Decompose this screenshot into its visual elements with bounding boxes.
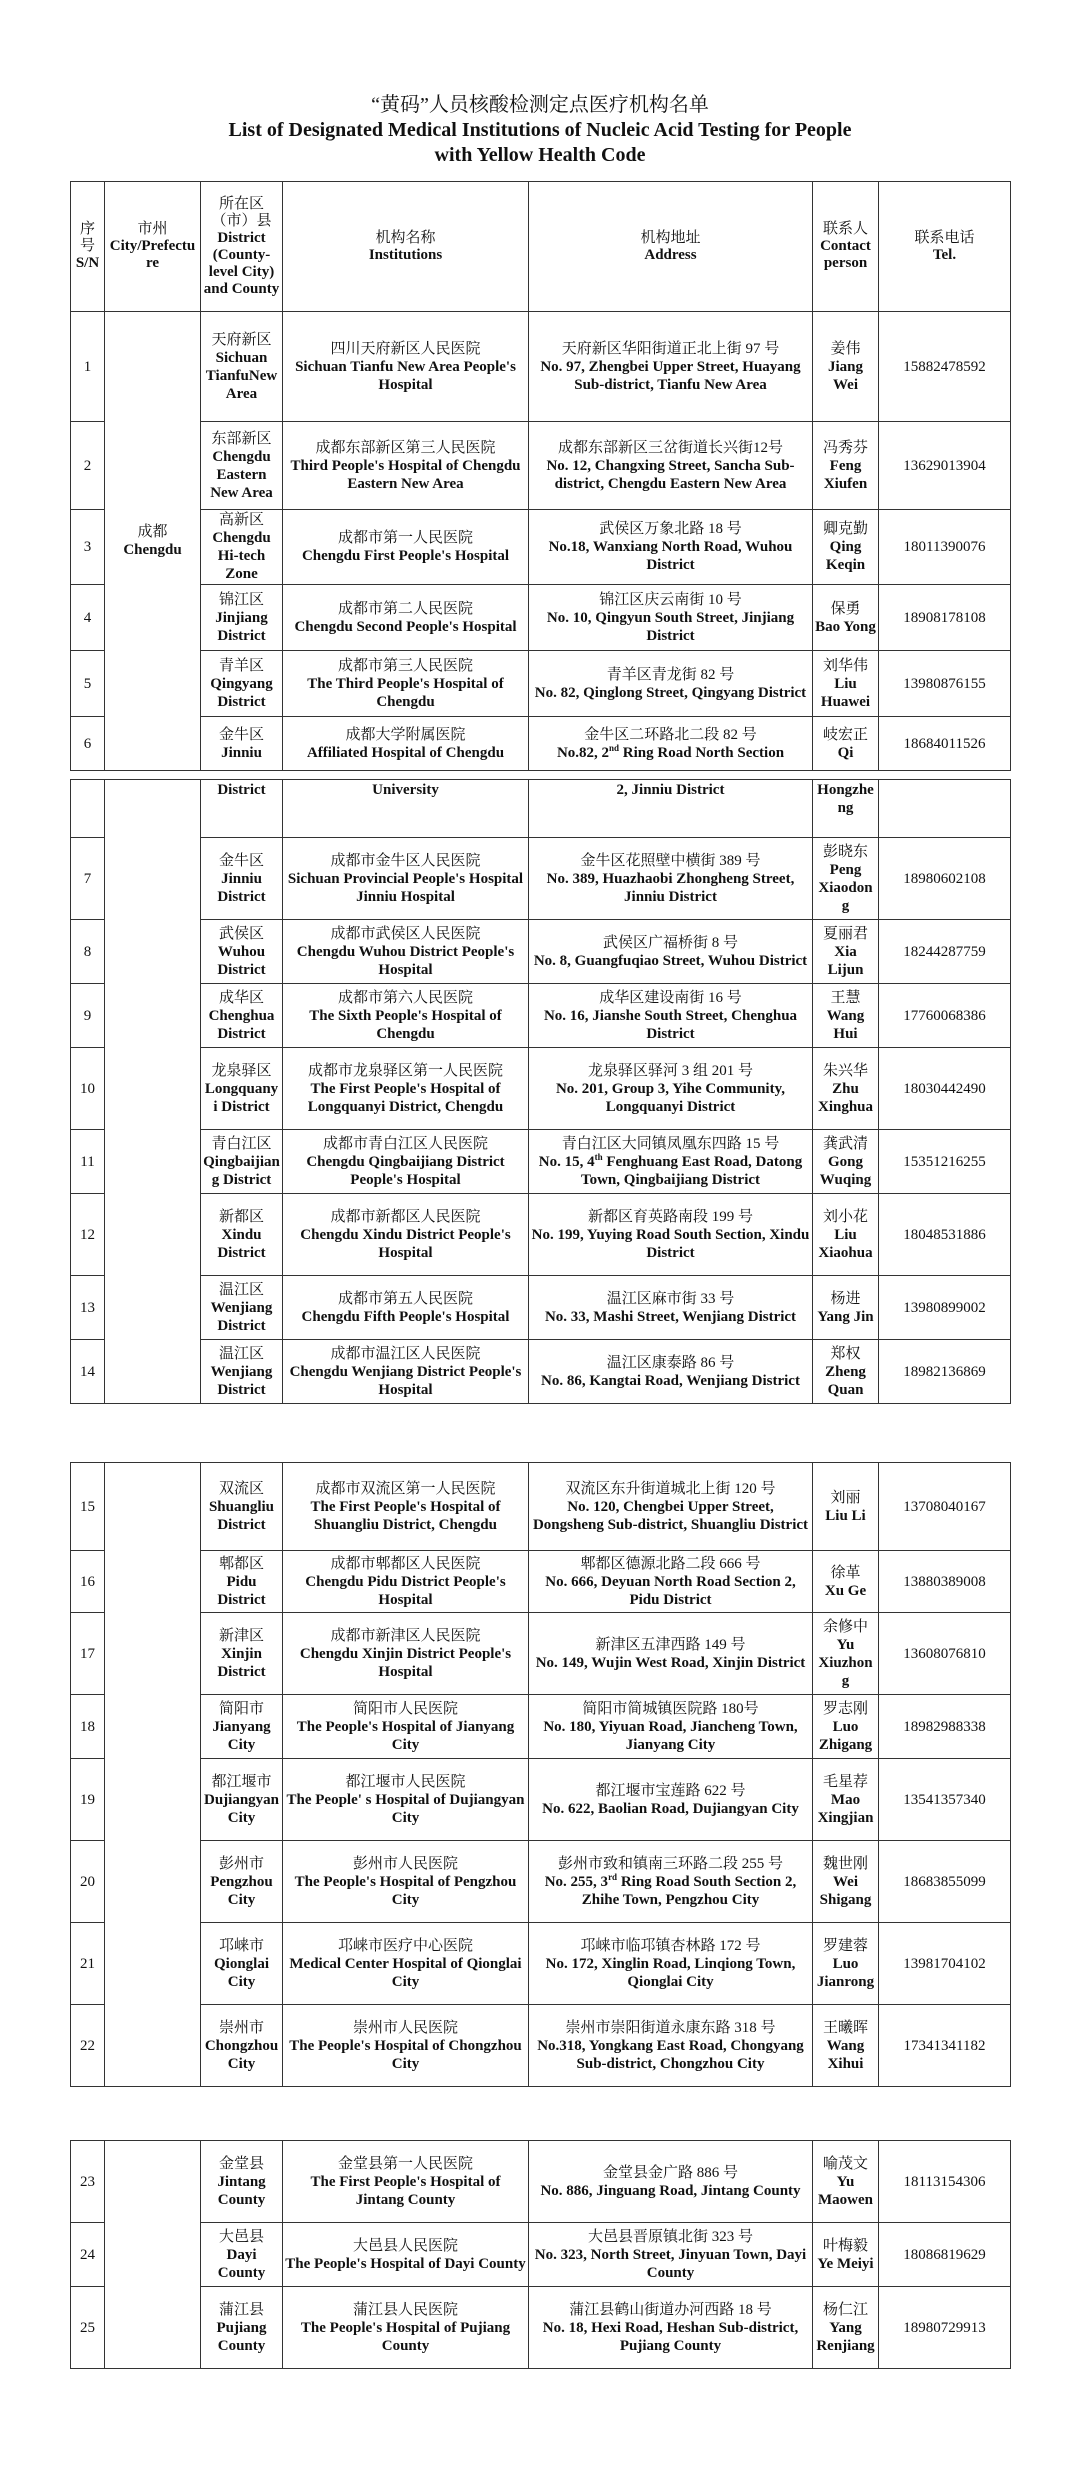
row-phone: 15351216255 xyxy=(879,1130,1011,1194)
row-contact: 王慧 Wang Hui xyxy=(813,984,879,1048)
row-institution: 成都市青白江区人民医院 Chengdu Qingbaijiang District People's Hospital xyxy=(283,1130,529,1194)
row-contact: 徐革 Xu Ge xyxy=(813,1551,879,1613)
row-district: 大邑县 Dayi County xyxy=(201,2223,283,2287)
row-contact: 龚武清 Gong Wuqing xyxy=(813,1130,879,1194)
row-contact: 彭晓东 Peng Xiaodong xyxy=(813,838,879,920)
row-institution: 蒲江县人民医院 The People's Hospital of Pujiang County xyxy=(283,2287,529,2369)
row-phone: 18011390076 xyxy=(879,510,1011,585)
row-contact: 余修中 Yu Xiuzhong xyxy=(813,1613,879,1695)
row-district: 双流区 Shuangliu District xyxy=(201,1463,283,1551)
row-contact: 罗建蓉 Luo Jianrong xyxy=(813,1923,879,2005)
row-address: 新津区五津西路 149 号 No. 149, Wujin West Road, Xinjin District xyxy=(529,1613,813,1695)
title-chinese: “黄码”人员核酸检测定点医疗机构名单 xyxy=(371,94,709,116)
row-sn: 11 xyxy=(71,1130,105,1194)
row-contact: 郑权 Zheng Quan xyxy=(813,1340,879,1404)
table-row xyxy=(71,2005,1011,2087)
row-contact: 刘华伟 Liu Huawei xyxy=(813,651,879,717)
city-cell: 成都 Chengdu xyxy=(105,312,201,771)
row-phone: 13541357340 xyxy=(879,1759,1011,1841)
row-contact: 叶梅毅 Ye Meiyi xyxy=(813,2223,879,2287)
row-phone: 15882478592 xyxy=(879,312,1011,422)
header-sn: 序号 S/N xyxy=(71,182,105,312)
row-contact: 喻茂文 Yu Maowen xyxy=(813,2141,879,2223)
row-contact: 罗志刚 Luo Zhigang xyxy=(813,1695,879,1759)
row-district: 新都区 Xindu District xyxy=(201,1194,283,1276)
row-phone: 18113154306 xyxy=(879,2141,1011,2223)
continuation-row xyxy=(71,780,1011,838)
row-address: 邛崃市临邛镇杏林路 172 号 No. 172, Xinglin Road, Linqiong Town, Qionglai City xyxy=(529,1923,813,2005)
row-phone: 13708040167 xyxy=(879,1463,1011,1551)
row-district: 温江区 Wenjiang District xyxy=(201,1340,283,1404)
table-row xyxy=(71,585,1011,651)
row-sn: 24 xyxy=(71,2223,105,2287)
row-sn: 23 xyxy=(71,2141,105,2223)
row-contact: 夏丽君 Xia Lijun xyxy=(813,920,879,984)
row-address: 锦江区庆云南街 10 号 No. 10, Qingyun South Street, Jinjiang District xyxy=(529,585,813,651)
row-sn: 19 xyxy=(71,1759,105,1841)
row-institution: 成都市郫都区人民医院 Chengdu Pidu District People's Hospital xyxy=(283,1551,529,1613)
row-sn: 22 xyxy=(71,2005,105,2087)
table-row xyxy=(71,1923,1011,2005)
row-phone: 18980729913 xyxy=(879,2287,1011,2369)
row-phone: 13880389008 xyxy=(879,1551,1011,1613)
row-address: 成华区建设南街 16 号 No. 16, Jianshe South Street, Chenghua District xyxy=(529,984,813,1048)
table-row xyxy=(71,651,1011,717)
row-district: 金牛区 Jinniu xyxy=(201,717,283,771)
row-institution: 都江堰市人民医院 The People' s Hospital of Dujiangyan City xyxy=(283,1759,529,1841)
row-sn: 20 xyxy=(71,1841,105,1923)
row-district: 崇州市 Chongzhou City xyxy=(201,2005,283,2087)
table-row xyxy=(71,838,1011,920)
row-contact: 刘丽 Liu Li xyxy=(813,1463,879,1551)
row-sn: 21 xyxy=(71,1923,105,2005)
row-contact: 保勇 Bao Yong xyxy=(813,585,879,651)
row-sn: 18 xyxy=(71,1695,105,1759)
row-district: 武侯区 Wuhou District xyxy=(201,920,283,984)
row-district: 郫都区 Pidu District xyxy=(201,1551,283,1613)
table-row xyxy=(71,422,1011,510)
row-phone: 13608076810 xyxy=(879,1613,1011,1695)
row-sn: 17 xyxy=(71,1613,105,1695)
cont-district: District xyxy=(201,780,283,838)
row-address: 彭州市致和镇南三环路二段 255 号 No. 255, 3rd Ring Road South Section 2, Zhihe Town, Pengzhou City xyxy=(529,1841,813,1923)
header-district: 所在区（市）县 District (County-level City) and County xyxy=(201,182,283,312)
row-institution: 成都东部新区第三人民医院 Third People's Hospital of Chengdu Eastern New Area xyxy=(283,422,529,510)
table-section-2 xyxy=(70,779,1011,1404)
table-section-1 xyxy=(70,181,1011,771)
table-row xyxy=(71,1463,1011,1551)
table-row xyxy=(71,717,1011,771)
row-phone: 18244287759 xyxy=(879,920,1011,984)
row-sn: 13 xyxy=(71,1276,105,1340)
row-district: 彭州市 Pengzhou City xyxy=(201,1841,283,1923)
row-institution: 成都市温江区人民医院 Chengdu Wenjiang District People's Hospital xyxy=(283,1340,529,1404)
header-institution: 机构名称 Institutions xyxy=(283,182,529,312)
row-institution: 邛崃市医疗中心医院 Medical Center Hospital of Qionglai City xyxy=(283,1923,529,2005)
row-district: 青白江区 Qingbaijiang District xyxy=(201,1130,283,1194)
row-district: 高新区 Chengdu Hi-tech Zone xyxy=(201,510,283,585)
row-institution: 四川天府新区人民医院 Sichuan Tianfu New Area People's Hospital xyxy=(283,312,529,422)
row-phone: 13980876155 xyxy=(879,651,1011,717)
title-english-line2: with Yellow Health Code xyxy=(434,144,646,166)
row-address: 双流区东升街道城北上街 120 号 No. 120, Chengbei Upper Street, Dongsheng Sub-district, Shuangliu District xyxy=(529,1463,813,1551)
table-row xyxy=(71,1841,1011,1923)
table-section-3 xyxy=(70,1462,1011,2087)
row-address: 温江区康泰路 86 号 No. 86, Kangtai Road, Wenjiang District xyxy=(529,1340,813,1404)
row-sn: 14 xyxy=(71,1340,105,1404)
table-row xyxy=(71,1048,1011,1130)
row-address: 蒲江县鹤山街道办河西路 18 号 No. 18, Hexi Road, Heshan Sub-district, Pujiang County xyxy=(529,2287,813,2369)
row-sn: 15 xyxy=(71,1463,105,1551)
row-district: 温江区 Wenjiang District xyxy=(201,1276,283,1340)
row-district: 成华区 Chenghua District xyxy=(201,984,283,1048)
row-institution: 金堂县第一人民医院 The First People's Hospital of Jintang County xyxy=(283,2141,529,2223)
table-row xyxy=(71,2223,1011,2287)
row-address: 金牛区花照壁中横街 389 号 No. 389, Huazhaobi Zhongheng Street, Jinniu District xyxy=(529,838,813,920)
row-sn: 25 xyxy=(71,2287,105,2369)
row-district: 锦江区 Jinjiang District xyxy=(201,585,283,651)
row-district: 东部新区 Chengdu Eastern New Area xyxy=(201,422,283,510)
table-row xyxy=(71,1340,1011,1404)
row-sn: 16 xyxy=(71,1551,105,1613)
row-district: 简阳市 Jianyang City xyxy=(201,1695,283,1759)
row-contact: 魏世刚 Wei Shigang xyxy=(813,1841,879,1923)
row-address: 成都东部新区三岔街道长兴街12号 No. 12, Changxing Street, Sancha Sub-district, Chengdu Eastern New Area xyxy=(529,422,813,510)
table-row xyxy=(71,1194,1011,1276)
row-institution: 彭州市人民医院 The People's Hospital of Pengzhou City xyxy=(283,1841,529,1923)
row-institution: 成都大学附属医院 Affiliated Hospital of Chengdu xyxy=(283,717,529,771)
row-institution: 成都市双流区第一人民医院 The First People's Hospital of Shuangliu District, Chengdu xyxy=(283,1463,529,1551)
row-contact: 冯秀芬 Feng Xiufen xyxy=(813,422,879,510)
row-phone: 13981704102 xyxy=(879,1923,1011,2005)
row-sn: 9 xyxy=(71,984,105,1048)
row-contact: 毛星荐 Mao Xingjian xyxy=(813,1759,879,1841)
row-phone: 17341341182 xyxy=(879,2005,1011,2087)
row-address: 金堂县金广路 886 号 No. 886, Jinguang Road, Jintang County xyxy=(529,2141,813,2223)
row-address: 武侯区万象北路 18 号 No.18, Wanxiang North Road, Wuhou District xyxy=(529,510,813,585)
city-cell-blank xyxy=(105,2141,201,2369)
row-address: 都江堰市宝莲路 622 号 No. 622, Baolian Road, Dujiangyan City xyxy=(529,1759,813,1841)
table-row xyxy=(71,1551,1011,1613)
cont-institution: University xyxy=(283,780,529,838)
row-phone: 18086819629 xyxy=(879,2223,1011,2287)
row-district: 龙泉驿区 Longquanyi District xyxy=(201,1048,283,1130)
row-phone: 17760068386 xyxy=(879,984,1011,1048)
row-institution: 崇州市人民医院 The People's Hospital of Chongzhou City xyxy=(283,2005,529,2087)
row-institution: 成都市第六人民医院 The Sixth People's Hospital of Chengdu xyxy=(283,984,529,1048)
row-address: 崇州市崇阳街道永康东路 318 号 No.318, Yongkang East Road, Chongyang Sub-district, Chongzhou City xyxy=(529,2005,813,2087)
cont-contact: Hongzheng xyxy=(813,780,879,838)
row-sn: 3 xyxy=(71,510,105,585)
row-address: 龙泉驿区驿河 3 组 201 号 No. 201, Group 3, Yihe Community, Longquanyi District xyxy=(529,1048,813,1130)
table-header-row xyxy=(71,182,1011,312)
row-phone: 18683855099 xyxy=(879,1841,1011,1923)
row-sn: 7 xyxy=(71,838,105,920)
table-row xyxy=(71,2287,1011,2369)
header-city: 市州 City/Prefecture xyxy=(105,182,201,312)
row-address: 大邑县晋原镇北街 323 号 No. 323, North Street, Jinyuan Town, Dayi County xyxy=(529,2223,813,2287)
header-address: 机构地址 Address xyxy=(529,182,813,312)
row-sn: 4 xyxy=(71,585,105,651)
city-cell-blank xyxy=(105,1463,201,2087)
row-institution: 成都市第二人民医院 Chengdu Second People's Hospital xyxy=(283,585,529,651)
row-sn: 5 xyxy=(71,651,105,717)
row-sn: 2 xyxy=(71,422,105,510)
table-row xyxy=(71,1613,1011,1695)
header-phone: 联系电话 Tel. xyxy=(879,182,1011,312)
table-row xyxy=(71,1759,1011,1841)
row-district: 新津区 Xinjin District xyxy=(201,1613,283,1695)
row-institution: 成都市新都区人民医院 Chengdu Xindu District People's Hospital xyxy=(283,1194,529,1276)
row-contact: 岐宏正 Qi xyxy=(813,717,879,771)
row-address: 金牛区二环路北二段 82 号 No.82, 2nd Ring Road North Section xyxy=(529,717,813,771)
row-address: 青羊区青龙街 82 号 No. 82, Qinglong Street, Qingyang District xyxy=(529,651,813,717)
row-address: 武侯区广福桥街 8 号 No. 8, Guangfuqiao Street, Wuhou District xyxy=(529,920,813,984)
row-phone: 18980602108 xyxy=(879,838,1011,920)
row-sn: 10 xyxy=(71,1048,105,1130)
cont-phone xyxy=(879,780,1011,838)
row-address: 新都区育英路南段 199 号 No. 199, Yuying Road South Section, Xindu District xyxy=(529,1194,813,1276)
row-phone: 18908178108 xyxy=(879,585,1011,651)
row-sn: 8 xyxy=(71,920,105,984)
row-contact: 杨仁江 Yang Renjiang xyxy=(813,2287,879,2369)
table-row xyxy=(71,1276,1011,1340)
table-row xyxy=(71,1695,1011,1759)
table-row xyxy=(71,312,1011,422)
row-phone: 13629013904 xyxy=(879,422,1011,510)
cont-address: 2, Jinniu District xyxy=(529,780,813,838)
row-contact: 杨进 Yang Jin xyxy=(813,1276,879,1340)
row-institution: 成都市金牛区人民医院 Sichuan Provincial People's Hospital Jinniu Hospital xyxy=(283,838,529,920)
table-row xyxy=(71,510,1011,585)
cont-city xyxy=(105,780,201,1404)
table-row xyxy=(71,1130,1011,1194)
row-institution: 成都市武侯区人民医院 Chengdu Wuhou District People's Hospital xyxy=(283,920,529,984)
row-district: 邛崃市 Qionglai City xyxy=(201,1923,283,2005)
document-title xyxy=(0,92,1080,168)
row-contact: 王曦晖 Wang Xihui xyxy=(813,2005,879,2087)
table-row xyxy=(71,920,1011,984)
row-institution: 成都市第三人民医院 The Third People's Hospital of Chengdu xyxy=(283,651,529,717)
row-address: 青白江区大同镇凤凰东四路 15 号 No. 15, 4th Fenghuang East Road, Datong Town, Qingbaijiang District xyxy=(529,1130,813,1194)
row-phone: 13980899002 xyxy=(879,1276,1011,1340)
row-district: 天府新区 Sichuan TianfuNew Area xyxy=(201,312,283,422)
row-phone: 18030442490 xyxy=(879,1048,1011,1130)
row-district: 青羊区 Qingyang District xyxy=(201,651,283,717)
row-sn: 12 xyxy=(71,1194,105,1276)
row-phone: 18982988338 xyxy=(879,1695,1011,1759)
row-contact: 刘小花 Liu Xiaohua xyxy=(813,1194,879,1276)
row-district: 金牛区 Jinniu District xyxy=(201,838,283,920)
table-row xyxy=(71,2141,1011,2223)
row-sn: 6 xyxy=(71,717,105,771)
row-institution: 成都市龙泉驿区第一人民医院 The First People's Hospital of Longquanyi District, Chengdu xyxy=(283,1048,529,1130)
row-contact: 朱兴华 Zhu Xinghua xyxy=(813,1048,879,1130)
cont-sn xyxy=(71,780,105,838)
title-english-line1: List of Designated Medical Institutions of Nucleic Acid Testing for People xyxy=(228,119,852,141)
row-institution: 大邑县人民医院 The People's Hospital of Dayi County xyxy=(283,2223,529,2287)
row-address: 温江区麻市街 33 号 No. 33, Mashi Street, Wenjiang District xyxy=(529,1276,813,1340)
row-district: 蒲江县 Pujiang County xyxy=(201,2287,283,2369)
row-district: 都江堰市 Dujiangyan City xyxy=(201,1759,283,1841)
header-contact: 联系人 Contact person xyxy=(813,182,879,312)
row-institution: 简阳市人民医院 The People's Hospital of Jianyang City xyxy=(283,1695,529,1759)
row-address: 天府新区华阳街道正北上街 97 号 No. 97, Zhengbei Upper Street, Huayang Sub-district, Tianfu New Area xyxy=(529,312,813,422)
table-row xyxy=(71,984,1011,1048)
table-section-4 xyxy=(70,2140,1011,2369)
row-contact: 姜伟 Jiang Wei xyxy=(813,312,879,422)
row-district: 金堂县 Jintang County xyxy=(201,2141,283,2223)
row-institution: 成都市新津区人民医院 Chengdu Xinjin District People's Hospital xyxy=(283,1613,529,1695)
row-phone: 18048531886 xyxy=(879,1194,1011,1276)
row-address: 简阳市简城镇医院路 180号 No. 180, Yiyuan Road, Jiancheng Town, Jianyang City xyxy=(529,1695,813,1759)
row-phone: 18684011526 xyxy=(879,717,1011,771)
row-contact: 卿克勤 Qing Keqin xyxy=(813,510,879,585)
row-phone: 18982136869 xyxy=(879,1340,1011,1404)
row-institution: 成都市第一人民医院 Chengdu First People's Hospital xyxy=(283,510,529,585)
row-address: 郫都区德源北路二段 666 号 No. 666, Deyuan North Road Section 2, Pidu District xyxy=(529,1551,813,1613)
row-institution: 成都市第五人民医院 Chengdu Fifth People's Hospital xyxy=(283,1276,529,1340)
row-sn: 1 xyxy=(71,312,105,422)
